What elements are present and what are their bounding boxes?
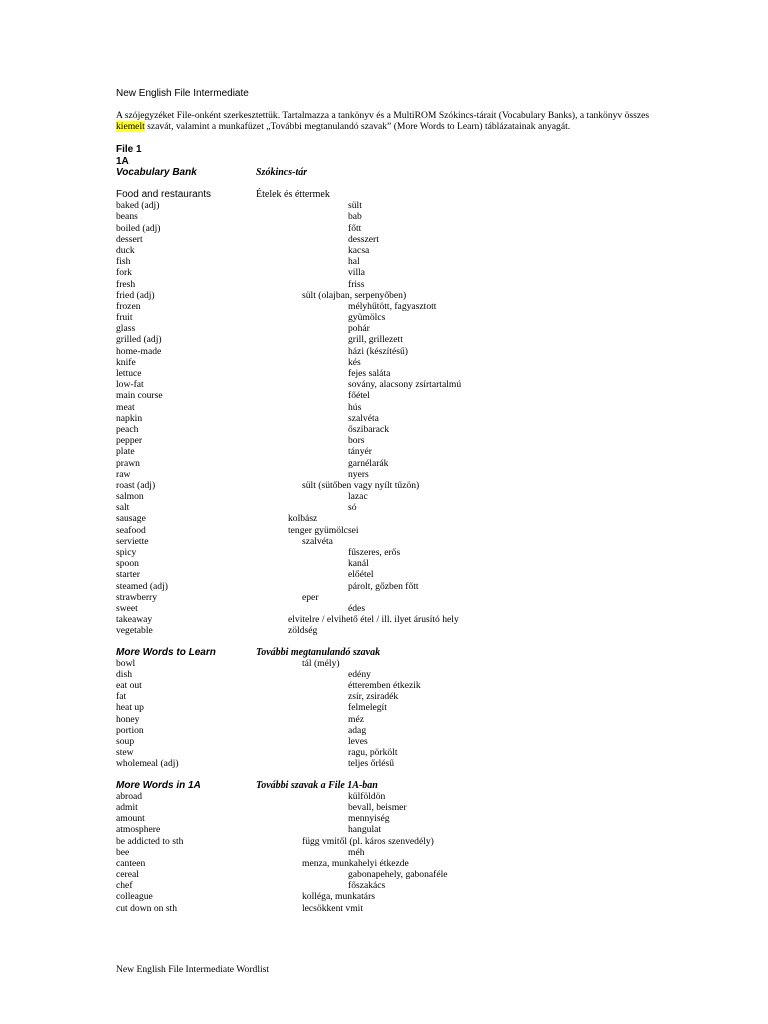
english-word: beans — [116, 211, 138, 223]
english-word: fork — [116, 267, 132, 279]
more-1a-heading — [116, 780, 676, 791]
hungarian-translation: főétel — [348, 390, 370, 402]
word-row — [116, 802, 676, 813]
word-row — [116, 847, 676, 858]
word-row — [116, 245, 676, 256]
english-word: main course — [116, 390, 163, 402]
english-word: bee — [116, 846, 130, 858]
hungarian-translation: sült (sütőben vagy nyílt tűzön) — [302, 479, 420, 491]
word-row — [116, 279, 676, 290]
english-word: napkin — [116, 412, 143, 424]
more-words-heading — [116, 647, 676, 658]
food-subheading — [116, 189, 676, 200]
word-row — [116, 536, 676, 547]
hungarian-translation: só — [348, 502, 357, 514]
hungarian-translation: felmelegít — [348, 702, 387, 714]
word-row — [116, 581, 676, 592]
english-word: boiled (adj) — [116, 222, 161, 234]
hungarian-translation: nyers — [348, 468, 369, 480]
vocab-bank-heading-hu: Szókincs-tár — [256, 166, 308, 178]
word-row — [116, 323, 676, 334]
word-row — [116, 200, 676, 211]
hungarian-translation: menza, munkahelyi étkezde — [302, 857, 409, 869]
word-row — [116, 747, 676, 758]
english-word: roast (adj) — [116, 479, 156, 491]
wordlist-page — [116, 88, 676, 914]
word-row — [116, 502, 676, 513]
word-row — [116, 379, 676, 390]
more-words-heading-hu: További megtanulandó szavak — [256, 646, 381, 658]
english-word: fried (adj) — [116, 289, 155, 301]
english-word: fruit — [116, 312, 133, 324]
english-word: amount — [116, 813, 145, 825]
english-word: takeaway — [116, 614, 153, 626]
hungarian-translation: lazac — [348, 491, 368, 503]
word-row — [116, 658, 676, 669]
hungarian-translation: villa — [348, 267, 366, 279]
hungarian-translation: fűszeres, erős — [348, 547, 401, 558]
word-row — [116, 402, 676, 413]
word-row — [116, 513, 676, 524]
word-row — [116, 680, 676, 691]
hungarian-translation: szalvéta — [348, 412, 379, 424]
more-words-heading-en: More Words to Learn — [116, 646, 216, 658]
intro-highlighted-word: kiemelt — [116, 121, 145, 133]
english-word: dessert — [116, 233, 143, 245]
english-word: soup — [116, 736, 135, 747]
word-row — [116, 368, 676, 379]
food-subheading-hu: Ételek és éttermek — [256, 189, 330, 200]
word-row — [116, 525, 676, 536]
hungarian-translation: edény — [348, 668, 371, 680]
word-row — [116, 256, 676, 267]
hungarian-translation: méh — [348, 846, 365, 858]
english-word: abroad — [116, 790, 143, 802]
hungarian-translation: főszakács — [348, 880, 386, 892]
word-row — [116, 869, 676, 880]
word-row — [116, 725, 676, 736]
english-word: knife — [116, 356, 136, 368]
file-label: File 1 — [116, 144, 142, 156]
hungarian-translation: eper — [302, 591, 319, 603]
hungarian-translation: házi (készítésű) — [348, 345, 408, 357]
hungarian-translation: mennyiség — [348, 813, 390, 825]
word-row — [116, 880, 676, 891]
english-word: fresh — [116, 278, 136, 290]
word-row — [116, 446, 676, 457]
hungarian-translation: adag — [348, 724, 367, 736]
english-word: colleague — [116, 891, 153, 903]
word-row — [116, 491, 676, 502]
english-word: admit — [116, 801, 138, 813]
english-word: steamed (adj) — [116, 580, 168, 592]
hungarian-translation: garnélarák — [348, 457, 389, 469]
word-row — [116, 592, 676, 603]
word-row — [116, 390, 676, 401]
intro-text-after: szavát, valamint a munkafüzet „További megtanulandó szavak” (More Words to Learn) táblázatainak anyagát. — [144, 121, 571, 133]
hungarian-translation: tányér — [348, 446, 372, 458]
word-row — [116, 558, 676, 569]
hungarian-translation: függ vmitől (pl. káros szenvedély) — [302, 835, 434, 847]
vocab-bank-heading — [116, 167, 676, 178]
word-row — [116, 469, 676, 480]
word-row — [116, 357, 676, 368]
english-word: strawberry — [116, 591, 158, 603]
unit-label: 1A — [116, 155, 129, 167]
english-word: portion — [116, 724, 144, 736]
vocab-bank-list — [116, 200, 676, 636]
hungarian-translation: elvitelre / elvihető étel / ill. ilyet árusító hely — [288, 614, 459, 626]
english-word: plate — [116, 446, 135, 458]
english-word: prawn — [116, 457, 140, 469]
english-word: serviette — [116, 535, 149, 547]
word-row — [116, 858, 676, 869]
hungarian-translation: hal — [348, 256, 360, 268]
word-row — [116, 758, 676, 769]
word-row — [116, 223, 676, 234]
hungarian-translation: sült — [348, 200, 362, 212]
word-row — [116, 736, 676, 747]
hungarian-translation: méz — [348, 713, 364, 725]
hungarian-translation: kés — [348, 356, 361, 368]
hungarian-translation: sovány, alacsony zsírtartalmú — [348, 379, 462, 391]
word-row — [116, 836, 676, 847]
english-word: stew — [116, 747, 134, 759]
english-word: honey — [116, 713, 140, 725]
english-word: low-fat — [116, 379, 144, 391]
hungarian-translation: párolt, gőzben főtt — [348, 580, 419, 592]
english-word: cereal — [116, 869, 139, 881]
word-row — [116, 424, 676, 435]
english-word: sausage — [116, 513, 146, 525]
hungarian-translation: grill, grillezett — [348, 334, 403, 346]
english-word: heat up — [116, 702, 144, 714]
word-row — [116, 547, 676, 558]
word-row — [116, 301, 676, 312]
english-word: canteen — [116, 857, 146, 869]
hungarian-translation: mélyhűtött, fagyasztott — [348, 300, 437, 312]
hungarian-translation: pohár — [348, 323, 370, 335]
hungarian-translation: bors — [348, 435, 365, 447]
word-row — [116, 413, 676, 424]
english-word: meat — [116, 401, 135, 413]
word-row — [116, 791, 676, 802]
english-word: salt — [116, 502, 130, 514]
english-word: starter — [116, 569, 140, 581]
hungarian-translation: őszibarack — [348, 423, 390, 435]
hungarian-translation: desszert — [348, 233, 379, 245]
word-row — [116, 234, 676, 245]
page-footer: New English File Intermediate Wordlist — [116, 964, 270, 975]
hungarian-translation: ragu, pörkölt — [348, 747, 398, 759]
english-word: be addicted to sth — [116, 835, 184, 847]
hungarian-translation: bab — [348, 211, 362, 223]
hungarian-translation: bevall, beismer — [348, 801, 407, 813]
document-title: New English File Intermediate — [116, 88, 249, 99]
word-row — [116, 290, 676, 301]
english-word: eat out — [116, 680, 142, 692]
english-word: frozen — [116, 300, 141, 312]
more-words-list — [116, 658, 676, 770]
hungarian-translation: sült (olajban, serpenyőben) — [302, 289, 407, 301]
english-word: baked (adj) — [116, 200, 160, 212]
hungarian-translation: lecsökkent vmit — [302, 902, 364, 914]
hungarian-translation: hús — [348, 401, 362, 413]
hungarian-translation: tál (mély) — [302, 657, 340, 669]
word-row — [116, 346, 676, 357]
hungarian-translation: főtt — [348, 222, 362, 234]
english-word: dish — [116, 668, 132, 680]
word-row — [116, 702, 676, 713]
word-row — [116, 824, 676, 835]
word-row — [116, 891, 676, 902]
food-subheading-en: Food and restaurants — [116, 189, 212, 200]
english-word: spoon — [116, 558, 139, 570]
hungarian-translation: kanál — [348, 558, 369, 570]
hungarian-translation: külföldön — [348, 790, 386, 802]
word-row — [116, 458, 676, 469]
word-row — [116, 480, 676, 491]
vocab-bank-heading-en: Vocabulary Bank — [116, 166, 197, 178]
english-word: cut down on sth — [116, 902, 178, 914]
english-word: atmosphere — [116, 824, 161, 836]
word-row — [116, 714, 676, 725]
word-row — [116, 603, 676, 614]
hungarian-translation: zöldség — [288, 625, 318, 637]
english-word: seafood — [116, 524, 146, 536]
more-1a-heading-en: More Words in 1A — [116, 779, 201, 791]
english-word: raw — [116, 468, 131, 480]
intro-paragraph — [116, 110, 676, 132]
english-word: spicy — [116, 547, 137, 558]
hungarian-translation: kacsa — [348, 244, 370, 256]
english-word: fat — [116, 691, 127, 703]
english-word: duck — [116, 244, 135, 256]
english-word: peach — [116, 423, 139, 435]
english-word: vegetable — [116, 625, 153, 637]
word-row — [116, 813, 676, 824]
hungarian-translation: édes — [348, 602, 366, 614]
english-word: bowl — [116, 657, 136, 669]
english-word: pepper — [116, 435, 143, 447]
more-1a-list — [116, 791, 676, 914]
word-row — [116, 691, 676, 702]
english-word: chef — [116, 880, 133, 892]
word-row — [116, 267, 676, 278]
intro-text-before: A szójegyzéket File-onként szerkesztettük. Tartalmazza a tankönyv és a MultiROM Szókincs-tárait (Vocabulary Banks), a tankönyv összes — [116, 110, 650, 121]
word-row — [116, 435, 676, 446]
hungarian-translation: kolléga, munkatárs — [302, 891, 375, 903]
english-word: lettuce — [116, 368, 142, 379]
word-row — [116, 669, 676, 680]
word-row — [116, 569, 676, 580]
english-word: glass — [116, 323, 136, 335]
english-word: salmon — [116, 491, 144, 503]
word-row — [116, 312, 676, 323]
english-word: grilled (adj) — [116, 334, 162, 346]
hungarian-translation: gabonapehely, gabonaféle — [348, 869, 448, 881]
hungarian-translation: zsír, zsiradék — [348, 691, 399, 703]
word-row — [116, 211, 676, 222]
hungarian-translation: étteremben étkezik — [348, 680, 421, 692]
english-word: fish — [116, 256, 131, 268]
hungarian-translation: előétel — [348, 569, 374, 581]
word-row — [116, 625, 676, 636]
hungarian-translation: kolbász — [288, 513, 318, 525]
hungarian-translation: fejes saláta — [348, 368, 391, 379]
hungarian-translation: szalvéta — [302, 535, 333, 547]
word-row — [116, 614, 676, 625]
hungarian-translation: friss — [348, 278, 365, 290]
word-row — [116, 334, 676, 345]
word-row — [116, 903, 676, 914]
hungarian-translation: teljes őrlésű — [348, 758, 395, 770]
hungarian-translation: tenger gyümölcsei — [288, 524, 359, 536]
english-word: wholemeal (adj) — [116, 758, 179, 770]
english-word: sweet — [116, 602, 138, 614]
hungarian-translation: hangulat — [348, 824, 382, 836]
hungarian-translation: gyümölcs — [348, 312, 386, 324]
english-word: home-made — [116, 345, 162, 357]
more-1a-heading-hu: További szavak a File 1A-ban — [256, 779, 378, 791]
hungarian-translation: leves — [348, 736, 368, 747]
